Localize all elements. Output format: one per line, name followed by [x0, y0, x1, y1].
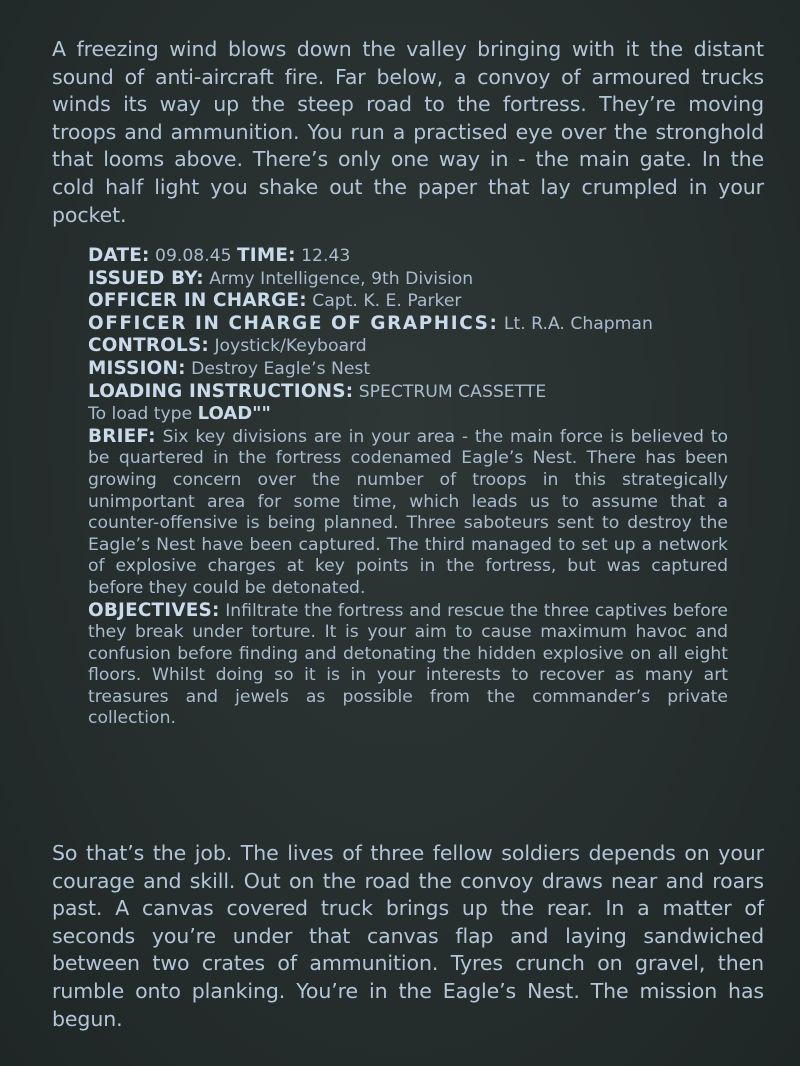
outro-paragraph — [52, 840, 764, 1033]
intro-text: A freezing wind blows down the valley bringing with it the distant sound of anti-aircraft fire. Far below, a convoy of armoured trucks winds its way up the steep road to the fortress. They’re moving troops and ammunition. You run a practised eye over the stronghold that looms above. There’s only one way in - the main gate. In the cold half light you shake out the paper that lay crumpled in your pocket. — [52, 37, 764, 227]
loading-line — [88, 381, 728, 404]
issued-value: Army Intelligence, 9th Division — [209, 268, 474, 289]
date-time-line — [88, 245, 728, 268]
time-label: TIME: — [237, 245, 296, 266]
mission-briefing — [88, 245, 728, 730]
outro-text: So that’s the job. The lives of three fellow soldiers depends on your courage and skill. Out on the road the convoy draws near and roars past. A canvas covered truck brings up the rear. In a matter of seconds you’re under that canvas flap and laying sandwiched between two crates of ammunition. Tyres crunch on gravel, then rumble onto planking. You’re in the Eagle’s Nest. The mission has begun. — [52, 841, 764, 1031]
graphics-label: OFFICER IN CHARGE OF GRAPHICS: — [88, 312, 499, 334]
mission-label: MISSION: — [88, 357, 186, 379]
load-command: LOAD"" — [197, 403, 271, 425]
loading-label: LOADING INSTRUCTIONS: — [88, 380, 354, 402]
officer-value: Capt. K. E. Parker — [312, 291, 462, 312]
mission-line — [88, 358, 728, 381]
controls-value: Joystick/Keyboard — [214, 336, 367, 357]
load-type-line — [88, 403, 728, 426]
time-value: 12.43 — [301, 246, 351, 266]
objectives-label: OBJECTIVES: — [88, 599, 220, 621]
brief-label: BRIEF: — [88, 425, 156, 447]
objectives-paragraph — [88, 600, 728, 731]
controls-line — [88, 335, 728, 358]
issued-by-line — [88, 268, 728, 291]
load-type-text: To load type — [88, 404, 193, 425]
objectives-text: Infiltrate the fortress and rescue the three captives before they break under torture. It is your aim to cause maximum havoc and confusion before finding and detonating the hidden explosive on all eight floors. Whilst doing so it is in your interests to recover as many art treasures and jewels as possible from the commander’s private collection. — [88, 600, 728, 729]
officer-label: OFFICER IN CHARGE: — [88, 290, 307, 312]
officer-line — [88, 290, 728, 313]
graphics-officer-line — [88, 313, 728, 336]
controls-label: CONTROLS: — [88, 335, 209, 357]
intro-paragraph — [52, 36, 764, 229]
mission-value: Destroy Eagle’s Nest — [191, 358, 371, 379]
brief-paragraph — [88, 426, 728, 600]
date-value: 09.08.45 — [155, 246, 232, 266]
date-label: DATE: — [88, 245, 150, 266]
graphics-value: Lt. R.A. Chapman — [503, 313, 653, 334]
issued-label: ISSUED BY: — [88, 267, 204, 289]
loading-value: SPECTRUM CASSETTE — [358, 381, 547, 402]
brief-text: Six key divisions are in your area - the main force is believed to be quartered in the fortress codenamed Eagle’s Nest. There has been growing concern over the number of troops in this strategically unimportant area for some time, which leads us to assume that a counter-offensive is being planned. Three saboteurs sent to destroy the Eagle’s Nest have been captured. The third managed to set up a network of explosive charges at key points in the fortress, but was captured before they could be detonated. — [88, 426, 729, 598]
